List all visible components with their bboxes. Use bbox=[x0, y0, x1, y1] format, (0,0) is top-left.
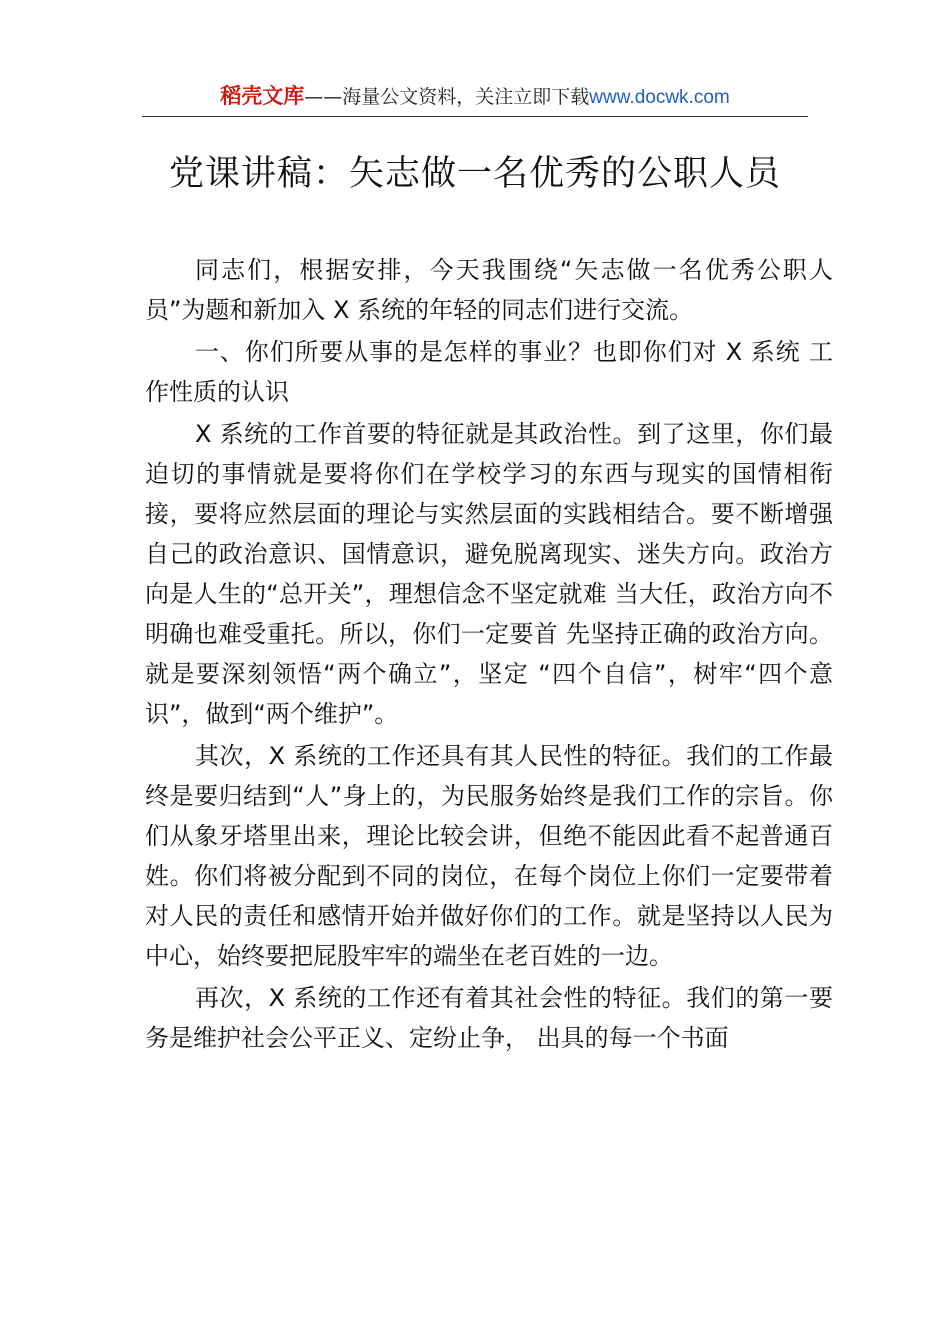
header-tagline: ——海量公文资料，关注立即下载 bbox=[304, 86, 590, 108]
paragraph-people: 其次，X 系统的工作还具有其人民性的特征。我们的工作最终是要归结到“人”身上的，为民服务始终是我们工作的宗旨。你们从象牙塔里出来，理论比较会讲，但绝不能因此看不起普通百姓。你们将被分配到不同的岗位，在每个岗位上你们一定要带着对人民的责任和感情开始并做好你们的工作。就是坚持以人民为中心，始终要把屁股牢牢的端坐在老百姓的一边。 bbox=[145, 742, 833, 970]
page-header bbox=[0, 82, 950, 112]
document-title: 党课讲稿：矢志做一名优秀的公职人员 bbox=[168, 154, 781, 194]
paragraph-section-heading: 一、你们所要从事的是怎样的事业？也即你们对 X 系统 工作性质的认识 bbox=[145, 338, 833, 406]
paragraph-intro: 同志们，根据安排，今天我围绕“矢志做一名优秀公职人员”为题和新加入 X 系统的年轻的同志们进行交流。 bbox=[145, 256, 833, 324]
document-body bbox=[145, 250, 833, 1060]
header-divider bbox=[142, 116, 808, 117]
paragraph-political: X 系统的工作首要的特征就是其政治性。到了这里，你们最迫切的事情就是要将你们在学校学习的东西与现实的国情相衔接，要将应然层面的理论与实然层面的实践相结合。要不断增强自己的政治意识、国情意识，避免脱离现实、迷失方向。政治方向是人生的“总开关”，理想信念不坚定就难 当大任，政治方向不明确也难受重托。所以，你们一定要首 先坚持正确的政治方向。就是要深刻领悟“两个确立”，坚定 “四个自信”，树牢“四个意识”，做到“两个维护”。 bbox=[145, 420, 833, 728]
header-url-link[interactable]: www.docwk.com bbox=[589, 87, 730, 108]
header-brand: 稻壳文库 bbox=[220, 84, 305, 108]
paragraph-social: 再次，X 系统的工作还有着其社会性的特征。我们的第一要务是维护社会公平正义、定纷止争， 出具的每一个书面 bbox=[145, 984, 833, 1052]
